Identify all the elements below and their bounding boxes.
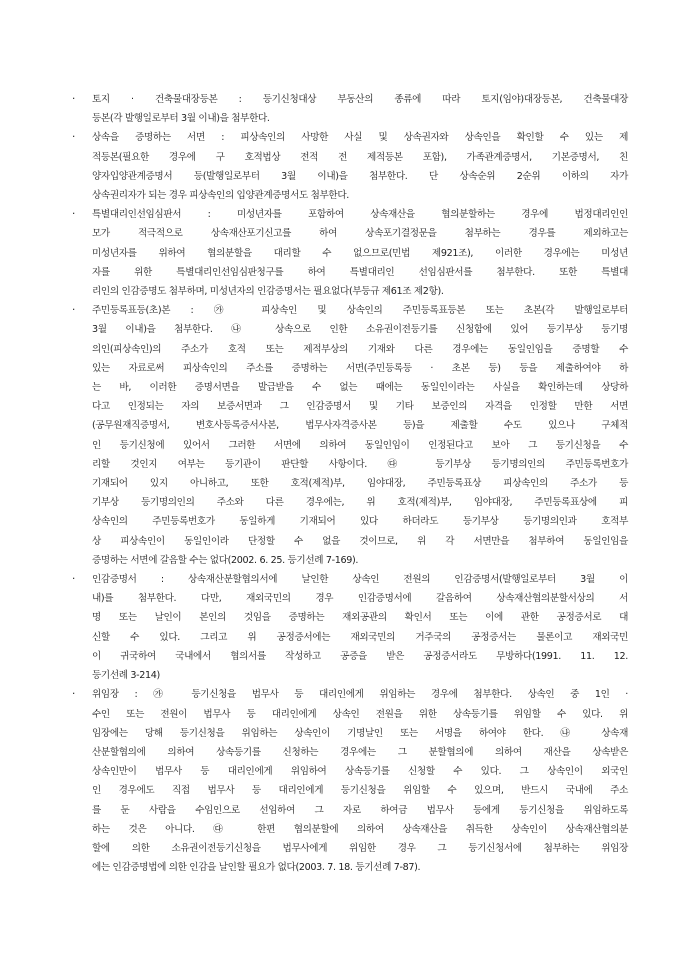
text-line: 이 귀국하여 국내에서 협의서를 작성하고 공증을 받은 공정증서라도 무방하다(1991. 11. 12. bbox=[92, 650, 628, 662]
text-line: 적등본(필요한 경우에 구 호적법상 전적 전 제적등본 포함), 가족관계증명서, 기본증명서, 친 bbox=[92, 151, 628, 163]
text-line: 는 바, 이러한 증명서면을 발급받을 수 없는 때에는 동일인이라는 사실을 확인하는데 상당하 bbox=[92, 382, 628, 394]
text-line: 명 또는 날인이 본인의 것임을 증명하는 재외공관의 확인서 또는 이에 관한 공정증서로 대 bbox=[92, 612, 628, 624]
bullet: · bbox=[72, 208, 76, 221]
text-line: 상속인만이 법무사 등 대리인에게 위임하여 상속등기를 신청할 수 있다. 그 상속인이 외국인 bbox=[92, 766, 628, 778]
text-line: 주민등록표등(초)본 : ㉮ 피상속인 및 상속인의 주민등록표등본 또는 초본(각 발행일로부터 bbox=[92, 305, 628, 317]
text-line: 특별대리인선임심판서 : 미성년자를 포함하여 상속재산을 협의분할하는 경우에 법정대리인인 bbox=[92, 209, 628, 221]
list-item-resident-registration bbox=[72, 301, 628, 570]
text-line: 증명하는 서면에 갈음할 수는 없다(2002. 6. 25. 등기선례 7-169). bbox=[92, 554, 359, 566]
text-line: 상속인의 주민등록번호가 동일하게 기재되어 있다 하더라도 등기부상 등기명의인과 호적부 bbox=[92, 516, 628, 528]
text-line: 상 피상속인이 동일인이라 단정할 수 없을 것이므로, 위 각 서면만을 첨부하여 동일인임을 bbox=[92, 535, 628, 547]
text-line: 의인(피상속인)의 주소가 호적 또는 제적부상의 기재와 다른 경우에는 동일인임을 증명할 수 bbox=[92, 343, 628, 355]
text-line: 할에 의한 소유권이전등기신청을 법무사에게 위임한 경우 그 등기신청서에 첨부하는 위임장 bbox=[92, 842, 628, 854]
attachment-list bbox=[72, 90, 628, 877]
text-line: 등본(각 발행일로부터 3월 이내)을 첨부한다. bbox=[92, 113, 270, 125]
bullet: · bbox=[72, 93, 76, 105]
text-line: 수인 또는 전원이 법무사 등 대리인에게 상속인 전원을 위한 상속등기를 위임할 수 있다. 위 bbox=[92, 708, 628, 720]
text-line: 자를 위한 특별대리인선임심판청구를 하여 특별대리인 선임심판서를 첨부한다. 또한 특별대 bbox=[92, 266, 628, 278]
text-line: 신할 수 있다. 그리고 위 공정증서에는 재외국민의 거주국의 공정증서는 물론이고 재외국민 bbox=[92, 631, 628, 643]
text-line: 리인의 인감증명도 첨부하며, 미성년자의 인감증명서는 필요없다(부등규 제61조 제2항). bbox=[92, 286, 444, 298]
list-item-inheritance-proof bbox=[72, 128, 628, 205]
text-line: 인 경우에도 직접 법무사 등 대리인에게 등기신청을 위임할 수 있으며, 반드시 국내에 주소 bbox=[92, 785, 628, 797]
text-line: 를 둔 사람을 수임인으로 선임하여 그 자로 하여금 법무사 등에게 등기신청을 위임하도록 bbox=[92, 804, 628, 816]
text-line: 내)를 첨부한다. 다만, 재외국민의 경우 인감증명서에 갈음하여 상속재산협의분할서상의 서 bbox=[92, 593, 628, 605]
text-line: 위임장 : ㉮ 등기신청을 법무사 등 대리인에게 위임하는 경우에 첨부한다. 상속인 중 1인 · bbox=[92, 689, 628, 701]
text-line: (공무원재직증명서, 변호사등록증서사본, 법무사자격증사본 등)을 제출할 수도 있으나 구체적 bbox=[92, 420, 628, 432]
text-line: 상속권리자가 되는 경우 피상속인의 입양관계증명서도 첨부한다. bbox=[92, 190, 349, 202]
text-line: 토지 · 건축물대장등본 : 등기신청대상 부동산의 종류에 따라 토지(임야)대장등본, 건축물대장 bbox=[92, 94, 628, 105]
text-line: 임장에는 당해 등기신청을 위임하는 상속인이 기명날인 또는 서명을 하여야 한다. ㉯ 상속재 bbox=[92, 727, 628, 739]
text-line: 인감증명서 : 상속재산분할협의서에 날인한 상속인 전원의 인감증명서(발행일로부터 3월 이 bbox=[92, 574, 628, 586]
bullet: · bbox=[72, 573, 76, 586]
text-line: 리할 것인지 여부는 등기관이 판단할 사항이다. ㉰ 등기부상 등기명의인의 주민등록번호가 bbox=[92, 458, 628, 470]
list-item-special-agent bbox=[72, 205, 628, 301]
text-line: 미성년자를 위하여 협의분할을 대리할 수 없으므로(민법 제921조), 이러한 경우에는 미성년 bbox=[92, 247, 628, 259]
text-line: 모가 적극적으로 상속재산포기신고를 하여 상속포기결정문을 첨부하는 경우를 제외하고는 bbox=[92, 228, 628, 240]
text-line: 3월 이내)을 첨부한다. ㉯ 상속으로 인한 소유권이전등기를 신청함에 있어 등기부상 등기명 bbox=[92, 324, 628, 336]
bullet: · bbox=[72, 304, 76, 317]
bullet: · bbox=[72, 131, 76, 144]
text-line: 상속을 증명하는 서면 : 피상속인의 사망한 사실 및 상속권자와 상속인을 확인할 수 있는 제 bbox=[92, 132, 628, 144]
bullet: · bbox=[72, 688, 76, 701]
text-line: 등기선례 3-214) bbox=[92, 670, 160, 682]
list-item-power-of-attorney bbox=[72, 685, 628, 877]
text-line: 인 등기신청에 있어서 그러한 서면에 의하여 동일인임이 인정된다고 보아 그 등기신청을 수 bbox=[92, 439, 628, 451]
text-line: 기부상 등기명의인의 주소와 다른 경우에는, 위 호적(제적)부, 임야대장, 주민등록표상에 피 bbox=[92, 497, 628, 509]
list-item-seal-certificate bbox=[72, 570, 628, 685]
list-item-land-register bbox=[72, 90, 628, 128]
text-line: 기재되어 있지 아니하고, 또한 호적(제적)부, 임야대장, 주민등록표상 피상속인의 주소가 등 bbox=[92, 478, 628, 490]
text-line: 하는 것은 아니다. ㉰ 한편 협의분할에 의하여 상속재산을 취득한 상속인이 상속재산협의분 bbox=[92, 823, 628, 835]
text-line: 양자입양관계증명서 등(발행일로부터 3월 이내)을 첨부한다. 단 상속순위 2순위 이하의 자가 bbox=[92, 170, 628, 182]
text-line: 산분할협의에 의하여 상속등기를 신청하는 경우에는 그 분할협의에 의하여 재산을 상속받은 bbox=[92, 746, 628, 758]
text-line: 있는 자료로써 피상속인의 주소를 증명하는 서면(주민등록등 · 초본 등) 등을 제출하여야 하 bbox=[92, 362, 628, 374]
text-line: 에는 인감증명법에 의한 인감을 날인할 필요가 없다(2003. 7. 18. 등기선례 7-87). bbox=[92, 862, 421, 874]
text-line: 다고 인정되는 자의 보증서면과 그 인감증명서 및 기타 보증인의 자격을 인정할 만한 서면 bbox=[92, 401, 628, 413]
